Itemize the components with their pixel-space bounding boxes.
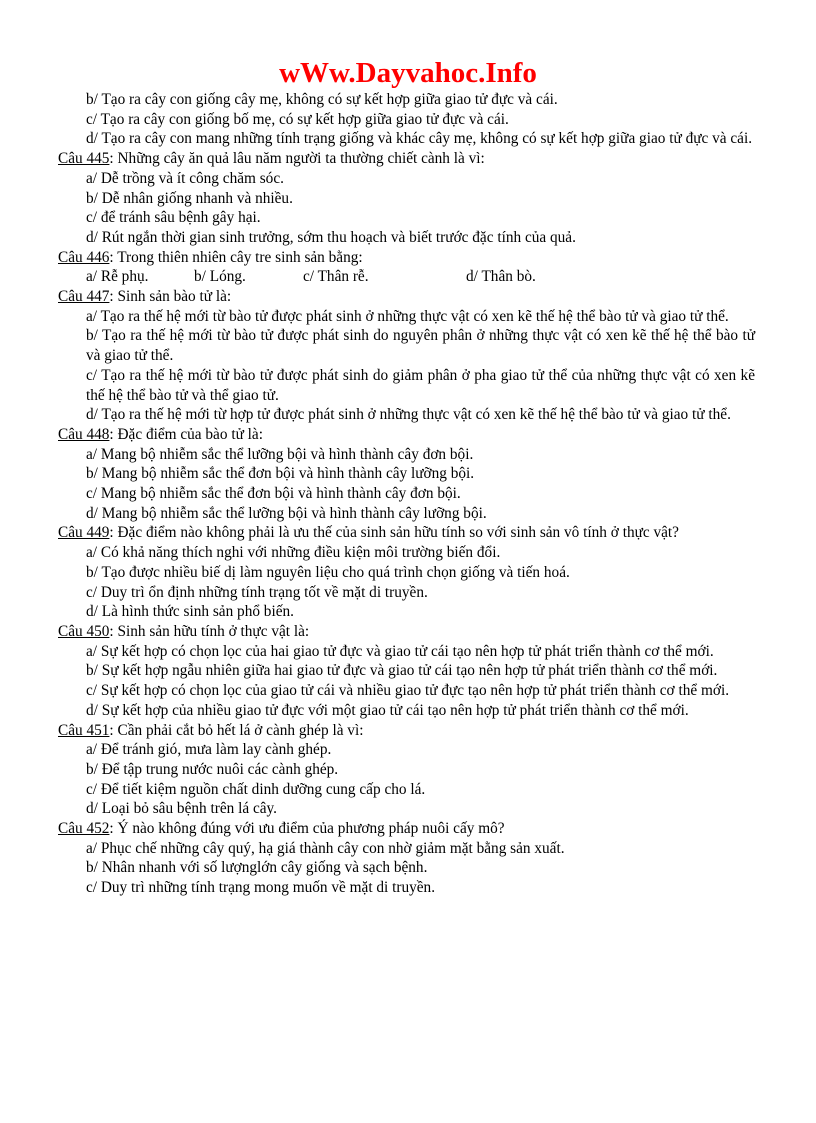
option-a: a/ Mang bộ nhiễm sắc thể lưỡng bội và hình thành cây đơn bội. [86,445,474,463]
site-header: wWw.Dayvahoc.Info [279,57,537,89]
option-b: b/ Tạo được nhiều biế dị làm nguyên liệu cho quá trình chọn giống và tiến hoá. [86,563,570,581]
option-d: d/ Thân bò. [466,268,536,286]
option-c: c/ Duy trì những tính trạng mong muốn về mặt di truyền. [86,879,436,897]
option-a: a/ Dễ trồng và ít công chăm sóc. [86,169,284,187]
option-d: d/ Rút ngắn thời gian sinh trưởng, sớm thu hoạch và biết trước đặc tính của quả. [86,228,576,246]
option-b: b/ Dễ nhân giống nhanh và nhiều. [86,189,293,207]
question-text: : Ý nào không đúng với ưu điểm của phương pháp nuôi cấy mô? [109,820,505,838]
question-number: Câu 447 [58,288,110,306]
question-450 [58,622,755,721]
option-a: a/ Có khả năng thích nghi với những điều kiện môi trường biến đổi. [86,544,501,562]
option-c: c/ Để tiết kiệm nguồn chất dinh dưỡng cung cấp cho lá. [86,780,426,798]
question-text: : Sinh sản bào tử là: [109,288,232,306]
question-452 [58,819,755,898]
option-c: c/ Tạo ra thế hệ mới từ bào tử được phát sinh do giảm phân ở pha giao tử thể của những thực vật có xen kẽ thế hệ thể bào tử và thể giao tử. [86,366,755,404]
question-text: : Cần phải cắt bỏ hết lá ở cành ghép là vì: [109,721,364,739]
question-number: Câu 446 [58,248,110,266]
option-c: c/ Mang bộ nhiễm sắc thể đơn bội và hình thành cây đơn bội. [86,485,461,503]
option-b: b/ Sự kết hợp ngẫu nhiên giữa hai giao tử đực và giao tử cái tạo nên hợp tử phát triển thành cơ thể mới. [86,662,718,680]
option-d: d/ Loại bỏ sâu bệnh trên lá cây. [86,800,278,818]
question-text: : Đặc điểm nào không phải là ưu thế của sinh sản hữu tính so với sinh sản vô tính ở thực vật? [109,524,679,542]
option-row [58,267,755,287]
option-b: b/ Để tập trung nước nuôi các cành ghép. [86,760,339,778]
question-text: : Trong thiên nhiên cây tre sinh sản bằng: [109,248,363,266]
option-d: d/ Tạo ra cây con mang những tính trạng giống và khác cây mẹ, không có sự kết hợp giữa giao tử đực và cái. [86,130,753,148]
option-a: a/ Phục chế những cây quý, hạ giá thành cây con nhờ giảm mặt bằng sản xuất. [86,839,565,857]
option-c: c/ Duy trì ổn định những tính trạng tốt về mặt di truyền. [86,583,428,601]
question-number: Câu 450 [58,622,110,640]
question-number: Câu 449 [58,524,110,542]
question-number: Câu 445 [58,150,110,168]
option-c: c/ để tránh sâu bệnh gây hại. [86,209,261,227]
question-number: Câu 448 [58,425,110,443]
option-b: b/ Tạo ra cây con giống cây mẹ, không có sự kết hợp giữa giao tử đực và cái. [86,91,558,108]
question-text: : Đặc điểm của bào tử là: [109,425,263,443]
option-a: a/ Để tránh gió, mưa làm lay cành ghép. [86,741,332,759]
option-c: c/ Sự kết hợp có chọn lọc của giao tử cái và nhiều giao tử đực tạo nên hợp tử phát triển thành cơ thể mới. [86,682,730,700]
question-number: Câu 451 [58,721,110,739]
question-446 [58,248,755,287]
question-text: : Những cây ăn quả lâu năm người ta thường chiết cành là vì: [109,150,485,168]
option-b: b/ Nhân nhanh với số lượnglớn cây giống và sạch bệnh. [86,859,428,877]
option-a: a/ Rễ phụ. [86,268,149,286]
option-a: a/ Sự kết hợp có chọn lọc của hai giao tử đực và giao tử cái tạo nên hợp tử phát triển thành cơ thể mới. [86,642,714,660]
option-d: d/ Mang bộ nhiễm sắc thể lưỡng bội và hình thành cây lưỡng bội. [86,504,487,522]
question-451 [58,721,755,820]
option-c: c/ Tạo ra cây con giống bố mẹ, có sự kết hợp giữa giao tử đực và cái. [86,110,509,128]
question-445 [58,149,755,248]
question-448 [58,425,755,524]
question-449 [58,523,755,622]
option-a: a/ Tạo ra thế hệ mới từ bào tử được phát sinh ở những thực vật có xen kẽ thế hệ thể bào tử và giao tử thể. [86,307,729,325]
question-text: : Sinh sản hữu tính ở thực vật là: [109,622,310,640]
option-b: b/ Tạo ra thế hệ mới từ bào tử được phát sinh do nguyên phân ở những thực vật có xen kẽ thế hệ thể bào tử và giao tử thể. [86,327,755,365]
option-b: b/ Lóng. [194,268,246,286]
option-c: c/ Thân rễ. [303,268,369,286]
question-447 [58,287,755,425]
option-d: d/ Là hình thức sinh sản phổ biến. [86,603,294,621]
option-b: b/ Mang bộ nhiễm sắc thể đơn bội và hình thành cây lưỡng bội. [86,465,475,483]
option-d: d/ Tạo ra thế hệ mới từ hợp tử được phát sinh ở những thực vật có xen kẽ thế hệ thể bào tử và giao tử thể. [86,406,731,424]
question-number: Câu 452 [58,820,110,838]
option-d: d/ Sự kết hợp của nhiều giao tử đực với một giao tử cái tạo nên hợp tử phát triển thành cơ thể mới. [86,701,689,719]
question-list [58,90,755,898]
